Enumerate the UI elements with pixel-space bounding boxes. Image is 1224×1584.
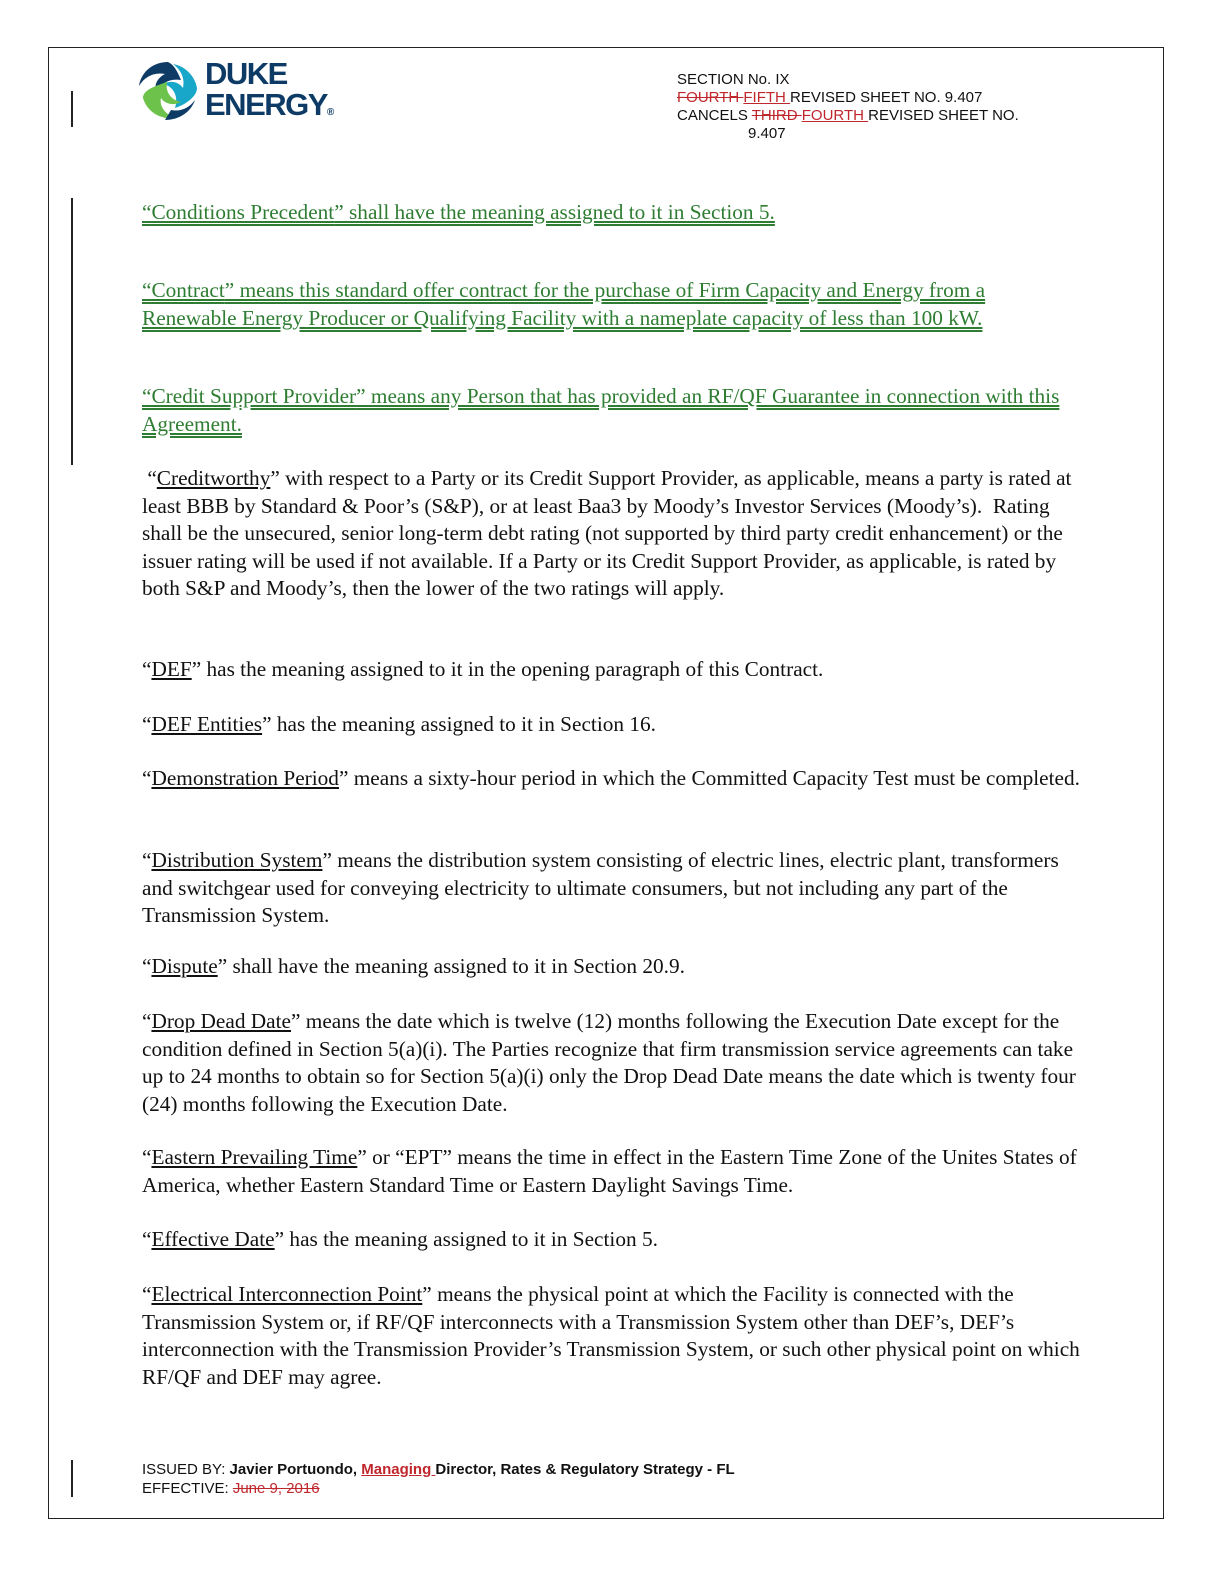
cancels-strike: THIRD [751,107,802,124]
definition-credit-support-provider [142,383,1082,438]
defined-term: Conditions Precedent [151,200,335,224]
issuer-title: Director, Rates & Regulatory Strategy - FL [435,1461,735,1478]
effective-date-strike: June 9, 2016 [232,1480,320,1497]
definition-text: ” has the meaning assigned to it in the opening paragraph of this Contract. [191,657,824,681]
definition-contract [142,277,1082,332]
sheet-header [677,71,1019,143]
logo-line-duke: DUKE [205,56,287,91]
quote-open: “ [142,1282,152,1306]
footer [142,1460,735,1498]
definition-text: ” means this standard offer contract for the purchase of Firm Capacity and Energy from a Renewable Energy Producer or Qualifying Facility with a nameplate capacity of less than 100 kW. [142,278,986,330]
definition-text: ” with respect to a Party or its Credit Support Provider, as applicable, means a party is rated at least BBB by Standard & Poor’s (S&P), or at least Baa3 by Moody’s Investor Services (Moody’s). Rating shall be the unsecured, senior long-term debt rating (not supported by third party credit enhancement) or the issuer rating will be used if not available. If a Party or its Credit Support Provider, as applicable, is rated by both S&P and Moody’s, then the lower of the two ratings will apply. [142,466,1077,600]
defined-term: Eastern Prevailing Time [151,1145,358,1169]
definition-text: ” shall have the meaning assigned to it in Section 5. [334,200,775,224]
quote-open: “ [142,200,152,224]
quote-open: “ [142,954,152,978]
definition-electrical-interconnection-point [142,1281,1082,1391]
quote-open: “ [142,384,152,408]
definition-conditions-precedent [142,199,1082,227]
logo-line-energy: ENERGY® [205,87,335,122]
definition-text: ” or “EPT” means the time in effect in the Eastern Time Zone of the Unites States of America, whether Eastern Standard Time or Eastern Daylight Savings Time. [142,1145,1077,1197]
defined-term: Contract [151,278,225,302]
definition-text: ” means a sixty-hour period in which the Committed Capacity Test must be completed. [338,766,1080,790]
definition-eastern-prevailing-time [142,1144,1082,1199]
defined-term: Drop Dead Date [151,1009,292,1033]
cancels-text: REVISED SHEET NO. [868,107,1019,124]
definition-demonstration-period [142,765,1082,793]
quote-open: “ [142,1009,152,1033]
change-bar-definitions [71,198,73,465]
revised-sheet-line [677,89,1019,107]
quote-open: “ [142,466,157,490]
quote-open: “ [142,848,152,872]
revision-strike: FOURTH [677,89,744,106]
definition-creditworthy [142,465,1082,603]
change-bar-footer [71,1460,73,1497]
section-number: SECTION No. IX [677,71,790,88]
change-bar-header [71,91,73,127]
definition-drop-dead-date [142,1008,1082,1118]
defined-term: DEF Entities [151,712,263,736]
cancels-prefix: CANCELS [677,107,752,124]
issued-by-label: ISSUED BY: [142,1461,230,1478]
quote-open: “ [142,1227,152,1251]
logo-wordmark [205,58,334,128]
revised-sheet-text: REVISED SHEET NO. 9.407 [790,89,983,106]
cancels-insert: FOURTH [801,107,869,124]
effective-label: EFFECTIVE: [142,1480,233,1497]
issuer-name: Javier Portuondo, [229,1461,362,1478]
defined-term: Dispute [151,954,218,978]
duke-energy-swirl-icon [135,58,201,124]
defined-term: DEF [151,657,192,681]
revision-insert: FIFTH [743,89,791,106]
defined-term: Effective Date [151,1227,275,1251]
definition-effective-date [142,1226,1082,1254]
cancels-line [677,107,1019,125]
defined-term: Distribution System [151,848,323,872]
defined-term: Credit Support Provider [151,384,357,408]
definition-text: ” means the date which is twelve (12) months following the Execution Date except for the condition defined in Section 5(a)(i). The Parties recognize that firm transmission service agreements can take up to 24 months to obtain so for Section 5(a)(i) only the Drop Dead Date means the date which is twenty four (24) months following the Execution Date. [142,1009,1076,1116]
duke-energy-logo [135,58,345,128]
definition-text: ” has the meaning assigned to it in Section 5. [274,1227,658,1251]
registered-mark: ® [326,107,335,118]
quote-open: “ [142,766,152,790]
defined-term: Electrical Interconnection Point [151,1282,423,1306]
issuer-title-insert: Managing [361,1461,436,1478]
definition-def [142,656,1082,684]
definition-text: ” has the meaning assigned to it in Section 16. [262,712,656,736]
definition-dispute [142,953,1082,981]
quote-open: “ [142,1145,152,1169]
definition-text: ” shall have the meaning assigned to it in Section 20.9. [217,954,685,978]
definition-text: ” means any Person that has provided an RF/QF Guarantee in connection with this Agreement. [142,384,1060,436]
quote-open: “ [142,278,152,302]
definition-def-entities [142,711,1082,739]
issued-by-line [142,1460,735,1479]
definition-text: ” means the physical point at which the Facility is connected with the Transmission System or, if RF/QF interconnects with a Transmission System other than DEF’s, DEF’s interconnection with the Transmission Provider’s Transmission System, or such other physical point on which RF/QF and DEF may agree. [142,1282,1080,1389]
definition-distribution-system [142,847,1082,930]
defined-term: Demonstration Period [151,766,339,790]
defined-term: Creditworthy [156,466,271,490]
quote-open: “ [142,712,152,736]
quote-open: “ [142,657,152,681]
definition-text: ” means the distribution system consisting of electric lines, electric plant, transformers and switchgear used for conveying electricity to ultimate consumers, but not including any part of the Transmission System. [142,848,1059,927]
effective-line [142,1479,735,1498]
cancels-sheet-number: 9.407 [748,125,786,142]
